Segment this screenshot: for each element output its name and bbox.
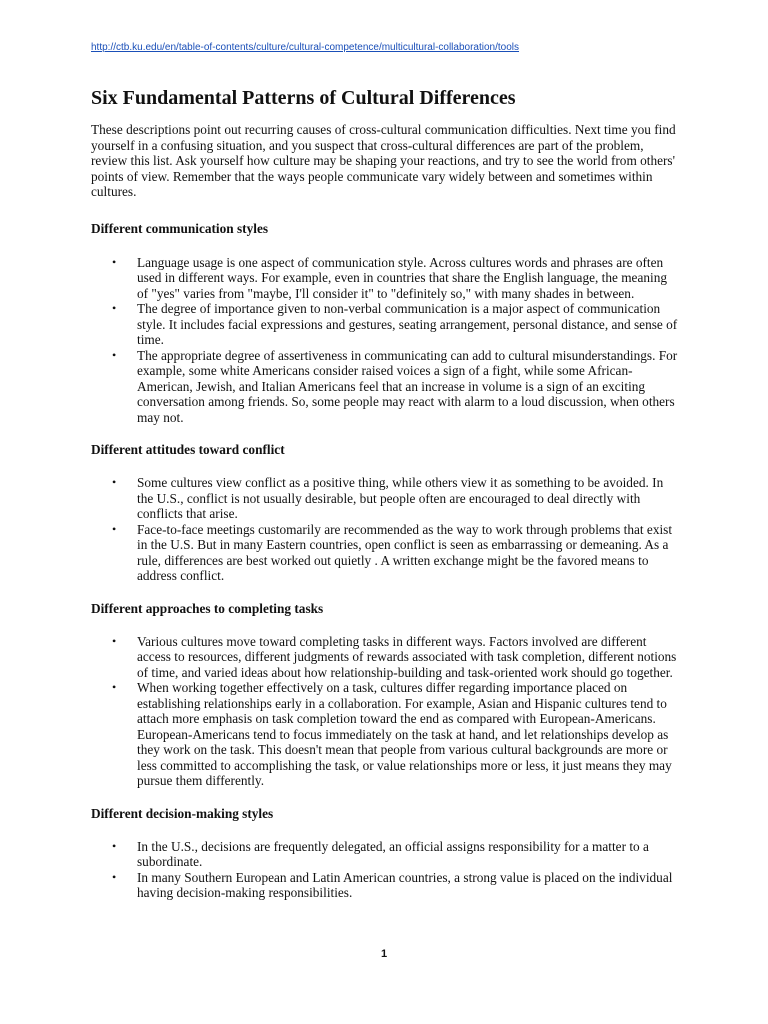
list-item-text: When working together effectively on a task, cultures differ regarding importance placed on establishing relationships early in a collaboration. For example, Asian and Hispanic cultures tend to attach more emphasis on task completion toward the end as compared with European-Americans. European-Americans tend to focus immediately on the task at hand, and let relationships develop as they work on the task. This doesn't mean that people from various cultural backgrounds are more or less committed to accomplishing the task, or value relationships more or less, it just means they may pursue them differently. — [137, 680, 672, 788]
document-body — [91, 122, 681, 901]
source-url-link[interactable]: http://ctb.ku.edu/en/table-of-contents/culture/cultural-competence/multicultural-collaboration/tools — [91, 42, 520, 53]
bullet-icon: • — [112, 680, 117, 694]
section-heading: Different decision-making styles — [91, 805, 274, 821]
list-item-text: Some cultures view conflict as a positive thing, while others view it as something to be avoided. In the U.S., conflict is not usually desirable, but people often are encouraged to deal directly with conflicts that arise. — [137, 475, 664, 521]
bullet-icon: • — [112, 301, 117, 315]
list-item-text: In the U.S., decisions are frequently delegated, an official assigns responsibility for a matter to a subordinate. — [137, 838, 649, 869]
list-item-text: The appropriate degree of assertiveness in communicating can add to cultural misunderstandings. For example, some white Americans consider raised voices a sign of a fight, while some African-American, Jewish, and Italian Americans feel that an increase in volume is a sign of an exciting conversation among friends. So, some people may react with alarm to a loud discussion, when others may not. — [137, 347, 678, 425]
bullet-icon: • — [112, 838, 117, 853]
section-decision-making-styles — [91, 806, 681, 901]
section-attitudes-toward-conflict — [91, 442, 681, 584]
list-item — [91, 522, 681, 584]
intro-paragraph: These descriptions point out recurring causes of cross-cultural communication difficulties. Next time you find yourself in a confusing situation, and you suspect that cross-cultural differences are part of the problem, review this list. Ask yourself how culture may be shaping your reactions, and try to see the world from others' points of view. Remember that the ways people communicate vary widely between and sometimes within cultures. — [91, 122, 676, 199]
bullet-list — [91, 839, 681, 901]
list-item-text: In many Southern European and Latin American countries, a strong value is placed on the individual having decision-making responsibilities. — [137, 869, 673, 900]
list-item — [91, 475, 681, 522]
page-number: 1 — [380, 948, 388, 960]
list-item — [91, 301, 681, 348]
list-item — [91, 839, 681, 870]
section-heading: Different approaches to completing tasks — [91, 600, 324, 616]
bullet-list — [91, 255, 681, 426]
list-item — [91, 870, 681, 901]
document-title: Six Fundamental Patterns of Cultural Differences — [91, 87, 516, 109]
list-item-text: Face-to-face meetings customarily are recommended as the way to work through problems that exist in the U.S. But in many Eastern countries, open conflict is seen as embarrassing or demeaning. As a rule, differences are best worked out quietly . A written exchange might be the favored means to address conflict. — [137, 521, 673, 583]
list-item — [91, 680, 681, 789]
list-item — [91, 348, 681, 426]
list-item-text: Various cultures move toward completing tasks in different ways. Factors involved are different access to resources, different judgments of rewards associated with task completion, different notions of time, and varied ideas about how relationship-building and task-oriented work should go together. — [137, 633, 677, 680]
section-heading: Different attitudes toward conflict — [91, 442, 285, 457]
bullet-icon: • — [112, 869, 117, 884]
list-item-text: The degree of importance given to non-verbal communication is a major aspect of communication style. It includes facial expressions and gestures, seating arrangement, personal distance, and sense of time. — [137, 301, 678, 347]
bullet-icon: • — [112, 347, 117, 362]
section-heading: Different communication styles — [91, 220, 269, 236]
list-item-text: Language usage is one aspect of communication style. Across cultures words and phrases are often used in different ways. For example, even in countries that share the English language, the meaning of "yes" varies from "maybe, I'll consider it" to "definitely so," with many shades in between. — [137, 254, 667, 301]
list-item — [91, 255, 681, 302]
bullet-icon: • — [112, 521, 117, 536]
bullet-list — [91, 475, 681, 584]
bullet-icon: • — [112, 254, 117, 269]
bullet-list — [91, 634, 681, 789]
section-communication-styles — [91, 221, 681, 426]
list-item — [91, 634, 681, 681]
bullet-icon: • — [112, 475, 117, 489]
section-completing-tasks — [91, 601, 681, 789]
bullet-icon: • — [112, 633, 117, 648]
